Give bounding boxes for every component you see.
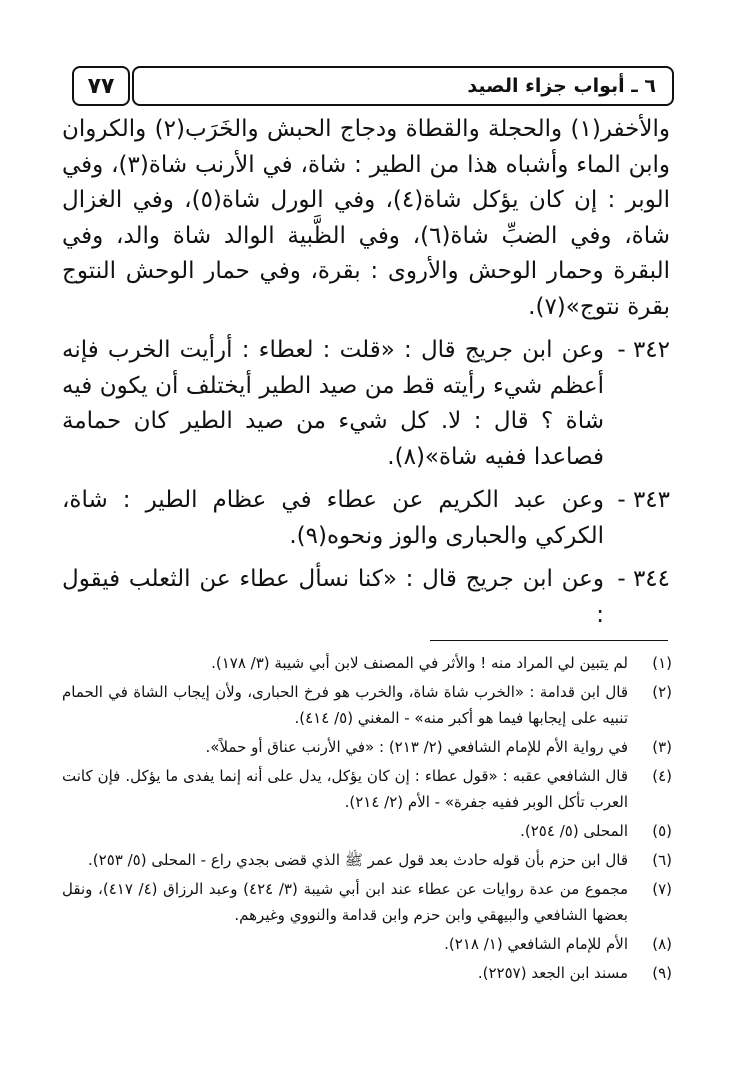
footnote-number: (٤) bbox=[652, 767, 672, 785]
entry-text: وعن ابن جريج قال : «قلت : لعطاء : أرأيت الخرب فإنه أعظم شيء رأيته قط من صيد الطير أيختلف أن يكون فيه شاة ؟ قال : لا. كل شيء من صيد الطير كان حمامة فصاعدا ففيه شاة»(٨). bbox=[62, 337, 604, 470]
footnote-text: قال ابن قدامة : «الخرب شاة شاة، والخرب هو فرخ الحبارى، ولأن إيجاب الشاة في الحمام تنبيه على إيجابها فيما هو أكبر منه» - المغني (٥/ ٤١٤). bbox=[62, 683, 628, 727]
hadith-entry-342 bbox=[62, 333, 670, 475]
footnote-number: (١) bbox=[652, 654, 672, 672]
footnote-text: لم يتبين لي المراد منه ! والأثر في المصنف لابن أبي شيبة (٣/ ١٧٨). bbox=[211, 654, 628, 672]
footnote bbox=[62, 931, 672, 957]
hadith-entry-343 bbox=[62, 483, 670, 554]
footnote-number: (٢) bbox=[652, 683, 672, 701]
footnote-number: (٧) bbox=[652, 880, 672, 898]
footnote-text: مسند ابن الجعد (٢٢٥٧). bbox=[477, 964, 628, 982]
entry-text: وعن عبد الكريم عن عطاء في عظام الطير : شاة، الكركي والحبارى والوز ونحوه(٩). bbox=[62, 487, 604, 549]
footnote-number: (٥) bbox=[652, 822, 672, 840]
footnote bbox=[62, 847, 672, 873]
footnote bbox=[62, 763, 672, 815]
footnote-number: (٣) bbox=[652, 738, 672, 756]
footnote bbox=[62, 734, 672, 760]
footnote-text: الأم للإمام الشافعي (١/ ٢١٨). bbox=[444, 935, 628, 953]
entry-number: ٣٤٢ - bbox=[617, 337, 670, 363]
page-number: ٧٧ bbox=[72, 66, 130, 106]
running-header-title: ٦ ـ أبواب جزاء الصيد bbox=[132, 66, 674, 106]
footnote bbox=[62, 650, 672, 676]
footnote bbox=[62, 679, 672, 731]
main-text bbox=[62, 112, 670, 633]
footnote-number: (٩) bbox=[652, 964, 672, 982]
footnote-text: في رواية الأم للإمام الشافعي (٢/ ٢١٣) : «في الأرنب عناق أو حملاً». bbox=[205, 738, 628, 756]
footnote bbox=[62, 960, 672, 986]
footnote bbox=[62, 818, 672, 844]
footnote-text: قال ابن حزم بأن قوله حادث بعد قول عمر ﷺ الذي قضى بجدي راع - المحلى (٥/ ٢٥٣). bbox=[88, 851, 628, 869]
footnotes bbox=[62, 650, 672, 989]
footnote-text: مجموع من عدة روايات عن عطاء عند ابن أبي شيبة (٣/ ٤٢٤) وعبد الرزاق (٤/ ٤١٧)، ونقل بعضها الشافعي والبيهقي وابن حزم وابن قدامة والنووي وغيرهم. bbox=[62, 880, 628, 924]
footnote-text: قال الشافعي عقبه : «قول عطاء : إن كان يؤكل، يدل على أنه إنما يفدى ما يؤكل. فإن كانت العرب تأكل الوبر ففيه جفرة» - الأم (٢/ ٢١٤). bbox=[62, 767, 628, 811]
footnote-number: (٨) bbox=[652, 935, 672, 953]
opening-paragraph: والأخفر(١) والحجلة والقطاة ودجاج الحبش والخَرَب(٢) والكروان وابن الماء وأشباه هذا من الطير : شاة، في الأرنب شاة(٣)، وفي الوبر : إن كان يؤكل شاة(٤)، وفي الورل شاة(٥)، وفي الغزال شاة، وفي الضبِّ شاة(٦)، وفي الظَّبية الوالد شاة والد، وفي البقرة وحمار الوحش والأروى : بقرة، وفي حمار الوحش النتوج بقرة نتوج»(٧). bbox=[62, 116, 671, 320]
footnote bbox=[62, 876, 672, 928]
entry-number: ٣٤٣ - bbox=[617, 487, 670, 513]
entry-text: وعن ابن جريج قال : «كنا نسأل عطاء عن الثعلب فيقول : bbox=[62, 566, 604, 628]
footnote-text: المحلى (٥/ ٢٥٤). bbox=[520, 822, 628, 840]
footnote-separator bbox=[430, 640, 668, 641]
footnote-number: (٦) bbox=[652, 851, 672, 869]
entry-number: ٣٤٤ - bbox=[617, 566, 670, 592]
hadith-entry-344 bbox=[62, 562, 670, 633]
